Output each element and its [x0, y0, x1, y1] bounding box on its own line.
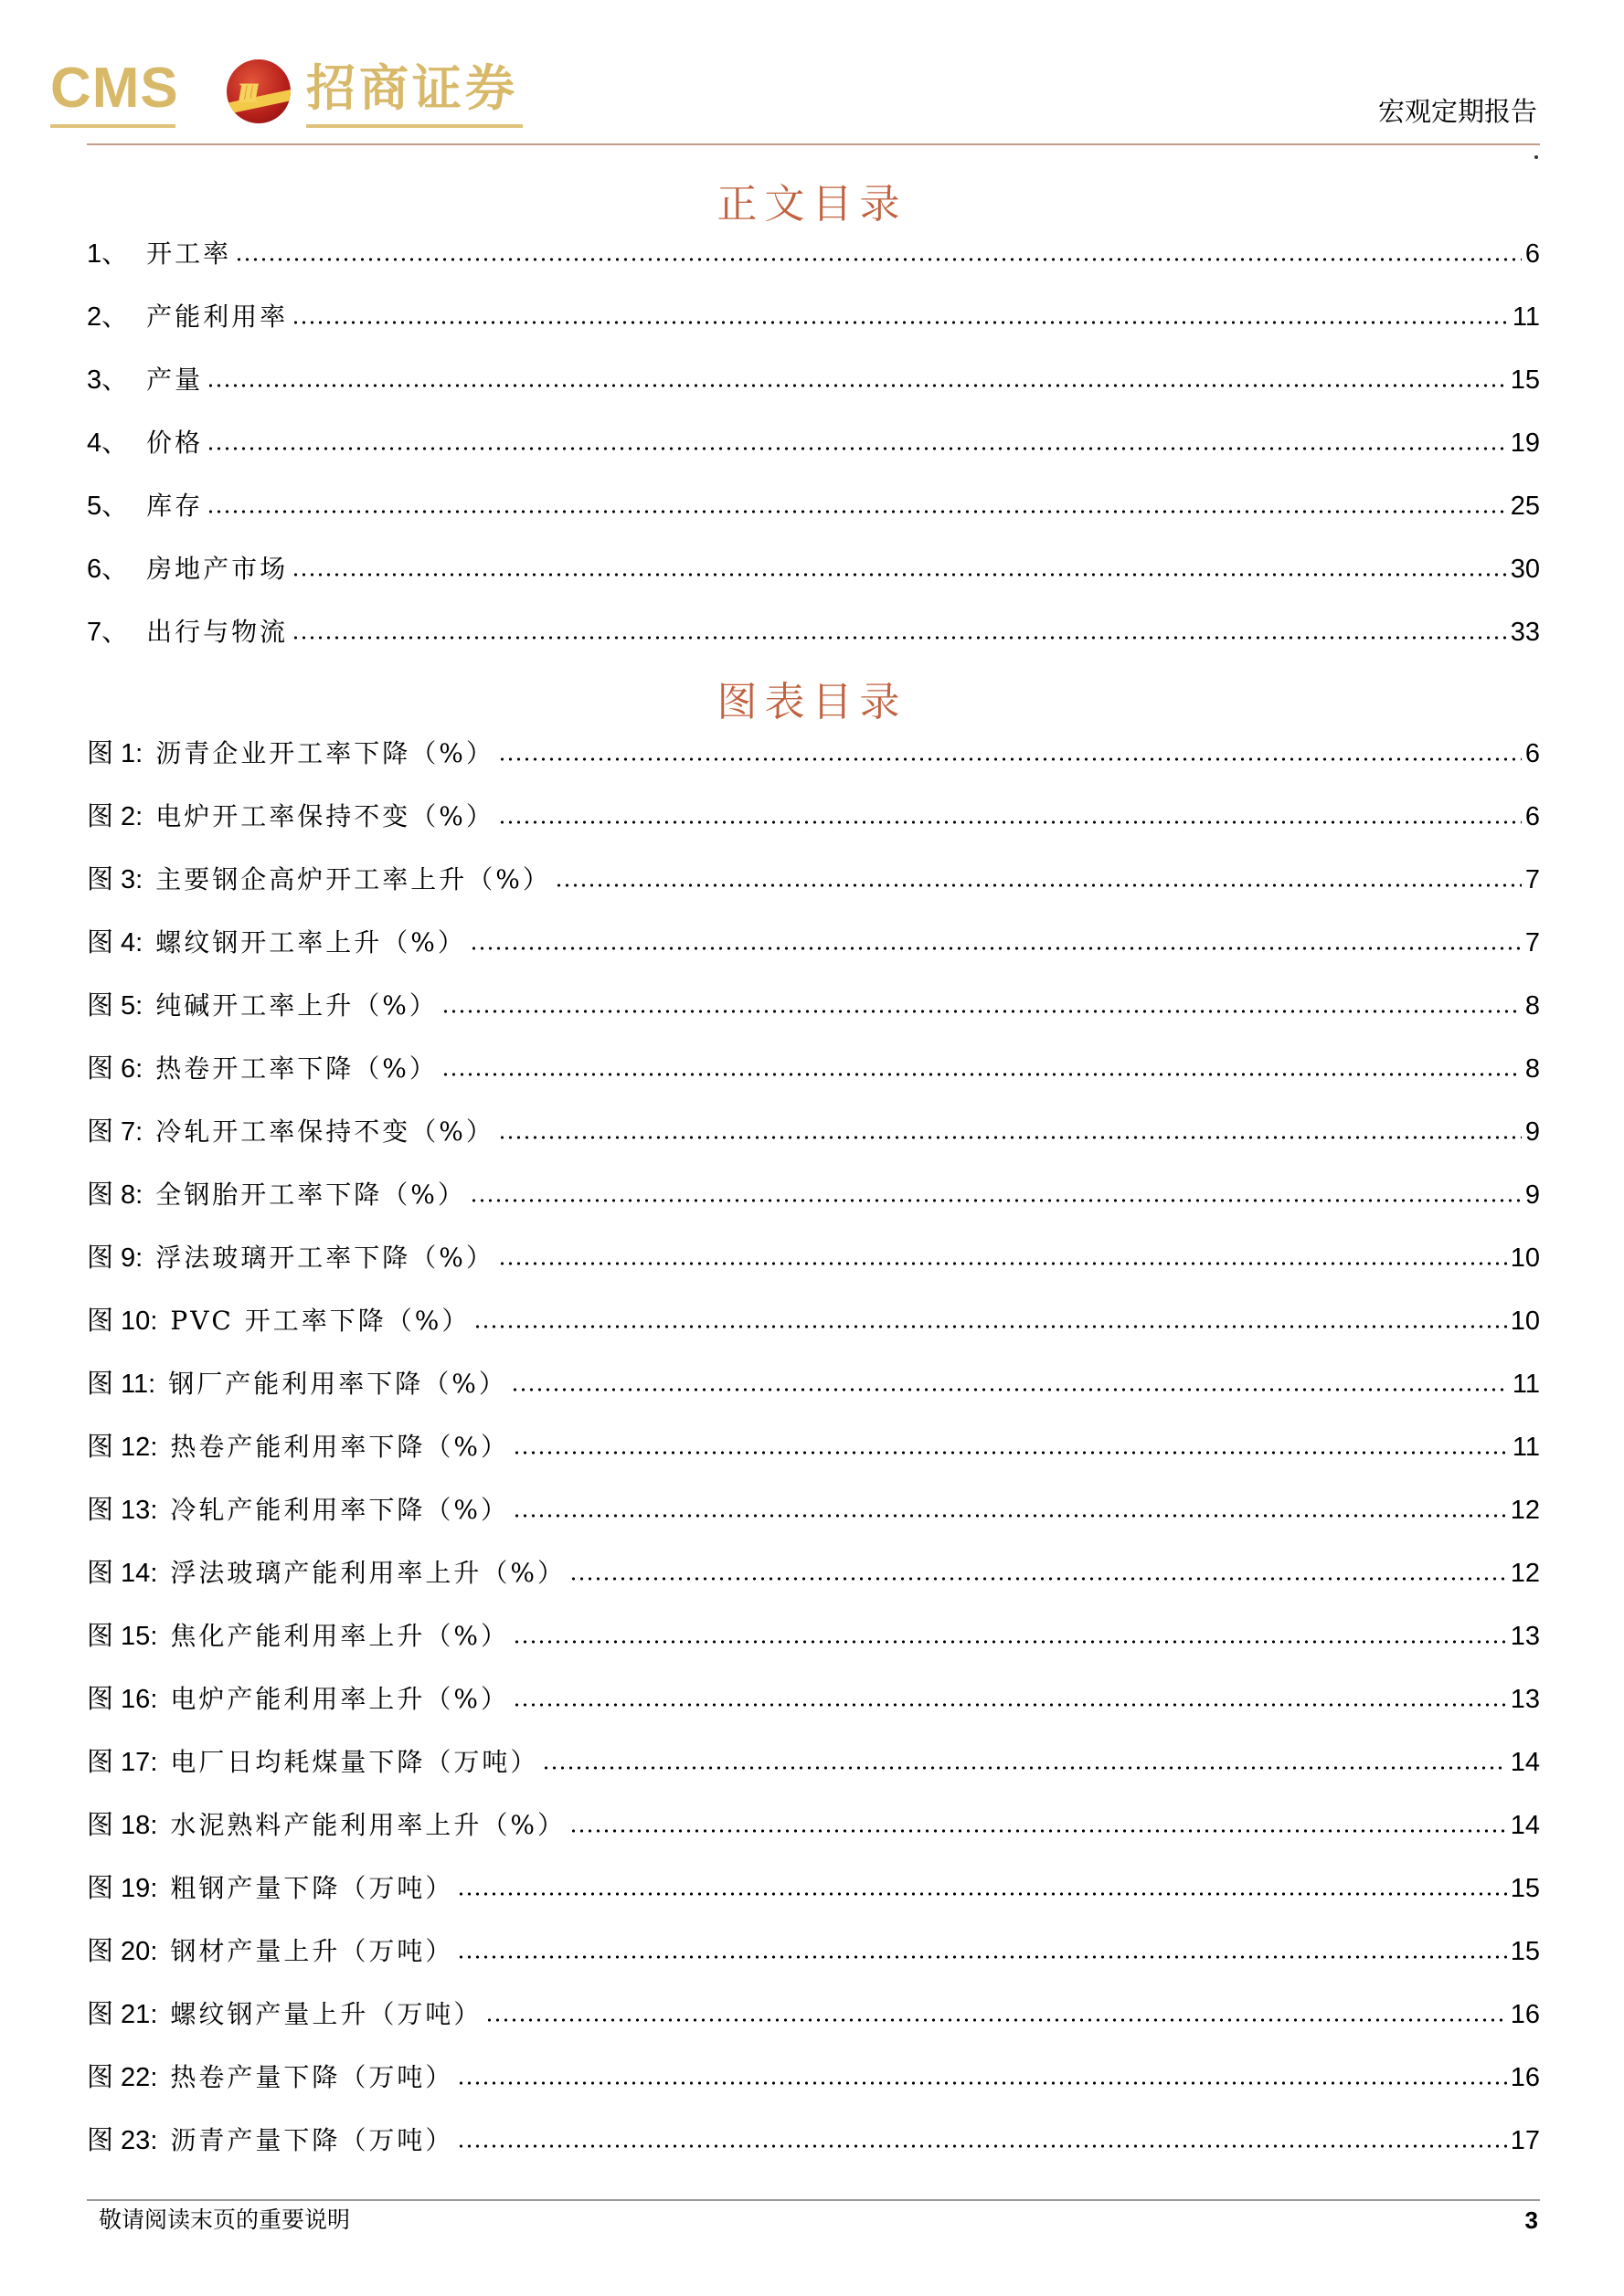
entry-number: 图 7: — [87, 1117, 143, 1147]
entry-number: 1、 — [87, 239, 129, 269]
figure-entry[interactable] — [87, 1679, 1540, 1716]
figure-entry[interactable] — [87, 1994, 1540, 2031]
figure-entry[interactable] — [87, 1616, 1540, 1653]
entry-label: 房地产市场 — [146, 554, 289, 584]
dot-leader — [207, 382, 1507, 389]
page-number: 3 — [1524, 2206, 1538, 2234]
entry-number: 图 23: — [87, 2126, 158, 2155]
entry-page: 6 — [1524, 802, 1540, 831]
entry-page: 9 — [1524, 1117, 1540, 1147]
entry-label: 浮法玻璃开工率下降（%） — [155, 1243, 494, 1273]
figure-entry[interactable] — [87, 2121, 1540, 2157]
entry-label: 热卷产能利用率下降（%） — [170, 1432, 509, 1462]
entry-label: 主要钢企高炉开工率上升（%） — [155, 864, 551, 894]
entry-number: 图 12: — [87, 1433, 158, 1462]
entry-number: 图 16: — [87, 1685, 158, 1714]
entry-number: 6、 — [87, 555, 129, 584]
contents-entry[interactable] — [87, 360, 1540, 397]
dot-leader — [513, 1449, 1509, 1456]
contents-title: 正文目录 — [716, 181, 908, 227]
dot-leader — [441, 1008, 1522, 1015]
entry-number: 图 17: — [87, 1748, 158, 1777]
entry-number: 图 13: — [87, 1496, 158, 1525]
dot-leader — [473, 1323, 1506, 1330]
dot-leader — [292, 571, 1507, 578]
entry-page: 16 — [1510, 2000, 1540, 2029]
entry-page: 7 — [1524, 865, 1540, 894]
contents-entry[interactable] — [87, 423, 1540, 460]
entry-label: 价格 — [146, 428, 204, 458]
logo-text-cn: 招商证券 — [306, 59, 518, 117]
footer-divider — [87, 2199, 1540, 2201]
entry-page: 11 — [1512, 1433, 1540, 1462]
dot-leader — [470, 1197, 1522, 1204]
header-dot — [1534, 155, 1538, 159]
entry-number: 图 1: — [87, 739, 143, 768]
dot-leader — [207, 508, 1507, 515]
entry-page: 10 — [1510, 1307, 1540, 1336]
figure-entry[interactable] — [87, 1238, 1540, 1275]
figures-title: 图表目录 — [716, 679, 908, 725]
figure-entry[interactable] — [87, 1175, 1540, 1211]
entry-page: 14 — [1510, 1811, 1540, 1840]
entry-page: 6 — [1524, 739, 1540, 768]
entry-number: 图 3: — [87, 865, 143, 894]
entry-label: 冷轧开工率保持不变（%） — [155, 1116, 494, 1147]
report-type: 宏观定期报告 — [1377, 96, 1537, 127]
entry-label: 电炉产能利用率上升（%） — [170, 1684, 509, 1714]
entry-page: 19 — [1510, 429, 1540, 458]
entry-number: 图 6: — [87, 1054, 143, 1084]
entry-label: 产能利用率 — [146, 302, 289, 332]
entry-number: 图 21: — [87, 2000, 158, 2029]
header-divider — [87, 143, 1540, 145]
entry-label: 电厂日均耗煤量下降（万吨） — [170, 1747, 539, 1777]
entry-number: 图 18: — [87, 1811, 158, 1840]
figure-entry[interactable] — [87, 1490, 1540, 1527]
dot-leader — [235, 256, 1522, 263]
entry-page: 9 — [1524, 1180, 1540, 1210]
entry-page: 17 — [1510, 2126, 1540, 2155]
entry-page: 12 — [1510, 1496, 1540, 1525]
figure-entry[interactable] — [87, 1553, 1540, 1590]
figure-entry[interactable] — [87, 1805, 1540, 1842]
entry-number: 图 20: — [87, 1937, 158, 1966]
entry-number: 3、 — [87, 365, 129, 395]
dot-leader — [498, 1260, 1507, 1267]
footer-note: 敬请阅读末页的重要说明 — [99, 2206, 351, 2233]
figure-entry[interactable] — [87, 1427, 1540, 1464]
entry-page: 10 — [1510, 1243, 1540, 1273]
entry-label: 热卷开工率下降（%） — [155, 1053, 438, 1084]
figure-entry[interactable] — [87, 1364, 1540, 1401]
figure-entry[interactable] — [87, 1931, 1540, 1968]
entry-page: 13 — [1510, 1622, 1540, 1651]
entry-page: 15 — [1510, 365, 1540, 395]
dot-leader — [498, 819, 1522, 826]
entry-number: 图 14: — [87, 1559, 158, 1588]
dot-leader — [441, 1071, 1522, 1078]
dot-leader — [457, 1890, 1506, 1898]
logo-text-en: CMS — [50, 57, 179, 120]
dot-leader — [569, 1827, 1507, 1835]
entry-page: 15 — [1510, 1874, 1540, 1903]
entry-label: 焦化产能利用率上升（%） — [170, 1621, 509, 1651]
entry-label: 库存 — [146, 491, 204, 521]
entry-number: 4、 — [87, 429, 129, 458]
entry-page: 13 — [1510, 1685, 1540, 1714]
contents-entry[interactable] — [87, 549, 1540, 586]
dot-leader — [498, 1134, 1522, 1141]
contents-entry[interactable] — [87, 486, 1540, 523]
dot-leader — [542, 1764, 1506, 1772]
entry-page: 8 — [1524, 1054, 1540, 1084]
entry-label: 钢材产量上升（万吨） — [170, 1936, 454, 1966]
entry-label: 出行与物流 — [146, 617, 289, 647]
entry-number: 2、 — [87, 302, 129, 332]
entry-label: 产量 — [146, 365, 204, 395]
entry-page: 33 — [1510, 618, 1540, 647]
figure-entry[interactable] — [87, 923, 1540, 959]
entry-number: 图 19: — [87, 1874, 158, 1903]
dot-leader — [292, 319, 1509, 326]
entry-page: 11 — [1512, 1370, 1540, 1399]
entry-number: 7、 — [87, 618, 129, 647]
dot-leader — [470, 945, 1522, 952]
entry-label: 浮法玻璃产能利用率上升（%） — [170, 1558, 566, 1588]
entry-number: 图 11: — [87, 1370, 156, 1399]
dot-leader — [457, 2079, 1506, 2087]
dot-leader — [569, 1575, 1507, 1582]
figure-entry[interactable] — [87, 797, 1540, 833]
logo-emblem-icon: ııı — [227, 59, 291, 123]
dot-leader — [513, 1638, 1507, 1645]
entry-number: 图 5: — [87, 991, 143, 1021]
entry-label: 开工率 — [146, 238, 232, 269]
entry-page: 12 — [1510, 1559, 1540, 1588]
entry-label: 粗钢产量下降（万吨） — [170, 1873, 454, 1903]
entry-number: 图 10: — [87, 1307, 158, 1336]
company-logo — [50, 57, 525, 130]
figure-entry[interactable] — [87, 1301, 1540, 1338]
entry-label: 纯碱开工率上升（%） — [155, 990, 438, 1021]
entry-label: 沥青企业开工率下降（%） — [155, 738, 494, 768]
entry-label: 钢厂产能利用率下降（%） — [168, 1369, 507, 1399]
entry-page: 30 — [1510, 555, 1540, 584]
figure-entry[interactable] — [87, 1742, 1540, 1779]
entry-page: 11 — [1512, 302, 1540, 332]
entry-label: 电炉开工率保持不变（%） — [155, 801, 494, 831]
entry-label: 冷轧产能利用率下降（%） — [170, 1495, 509, 1525]
dot-leader — [485, 2016, 1506, 2024]
logo-underline — [306, 124, 523, 128]
dot-leader — [457, 1953, 1506, 1961]
entry-page: 8 — [1524, 991, 1540, 1021]
entry-page: 7 — [1524, 928, 1540, 958]
dot-leader — [511, 1386, 1509, 1393]
entry-label: PVC 开工率下降（%） — [170, 1306, 471, 1336]
entry-page: 25 — [1510, 492, 1540, 521]
figure-entry[interactable] — [87, 1112, 1540, 1148]
entry-number: 图 4: — [87, 928, 143, 958]
figure-entry[interactable] — [87, 734, 1540, 770]
entry-number: 图 22: — [87, 2063, 158, 2092]
contents-entry[interactable] — [87, 612, 1540, 649]
dot-leader — [292, 634, 1507, 641]
dot-leader — [457, 2143, 1506, 2150]
entry-number: 图 9: — [87, 1243, 143, 1273]
figure-entry[interactable] — [87, 860, 1540, 896]
dot-leader — [513, 1701, 1507, 1709]
entry-label: 热卷产量下降（万吨） — [170, 2062, 454, 2092]
logo-underline — [50, 124, 175, 128]
entry-page: 6 — [1524, 239, 1540, 269]
entry-label: 螺纹钢产量上升（万吨） — [170, 1999, 483, 2029]
dot-leader — [555, 882, 1522, 889]
figure-entry[interactable] — [87, 2058, 1540, 2094]
entry-number: 图 15: — [87, 1622, 158, 1651]
entry-label: 全钢胎开工率下降（%） — [155, 1180, 466, 1210]
entry-page: 15 — [1510, 1937, 1540, 1966]
dot-leader — [498, 756, 1522, 763]
entry-page: 14 — [1510, 1748, 1540, 1777]
figure-entry[interactable] — [87, 1868, 1540, 1905]
dot-leader — [207, 445, 1507, 452]
entry-label: 螺纹钢开工率上升（%） — [155, 927, 466, 958]
figure-entry[interactable] — [87, 986, 1540, 1022]
entry-page: 16 — [1510, 2063, 1540, 2092]
dot-leader — [513, 1512, 1507, 1519]
contents-entry[interactable] — [87, 234, 1540, 270]
entry-number: 5、 — [87, 492, 129, 521]
entry-number: 图 8: — [87, 1180, 143, 1210]
entry-label: 水泥熟料产能利用率上升（%） — [170, 1810, 566, 1840]
entry-number: 图 2: — [87, 802, 143, 831]
contents-entry[interactable] — [87, 297, 1540, 333]
entry-label: 沥青产量下降（万吨） — [170, 2125, 454, 2155]
figure-entry[interactable] — [87, 1049, 1540, 1085]
